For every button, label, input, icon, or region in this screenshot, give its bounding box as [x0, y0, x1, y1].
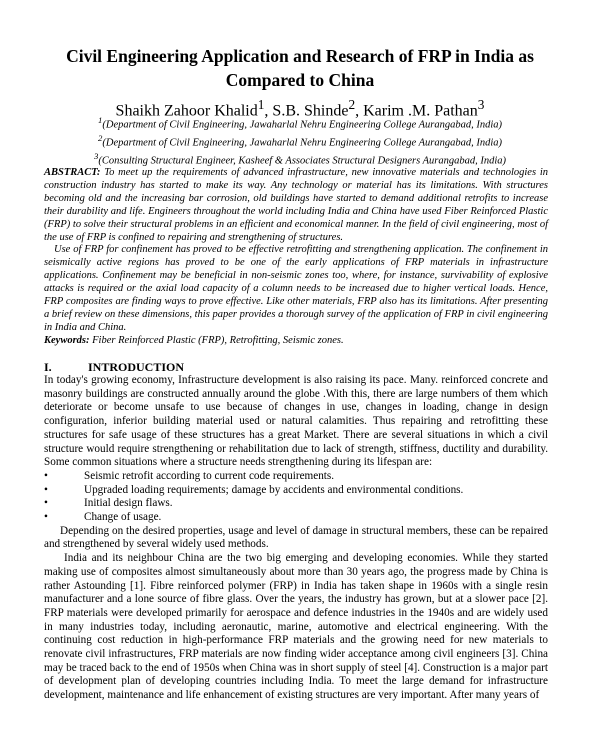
- affiliations: [40, 114, 560, 168]
- body-paragraph: India and its neighbour China are the two big emerging and developing economies. While they started making use of composites almost simultaneously about more than 30 years ago, the progress made by China is rather Astounding [1]. Fibre reinforced polymer (FRP) in India has taken shape in 1960s with a single resin manufacturer and a lone source of fibre glass. Over the years, the industry has grown, but at a slower pace [2]. FRP materials were developed primarily for aerospace and defence industries in the 1940s and are widely used in many industries today, including aeronautic, marine, automotive and electrical engineering. With the continuing cost reduction in high-performance FRP materials and the growing need for new materials to renovate civil infrastructures, FRP materials are now finding wider acceptance among civil engineers [3]. China may be traced back to the end of 1950s when China was in short supply of steel [4]. Construction is a major part of development plan of developing countries including India. To meet the large demand for infrastructure development, maintenance and life enhancement of existing structures are very important. After many years of: [44, 552, 548, 702]
- body-paragraph: In today's growing economy, Infrastructure development is also raising its pace. Many. reinforced concrete and masonry buildings are constructed annually around the globe .With this, there are large numbers of them which deteriorate or become unsafe to use because of changes in use, changes in loading, change in design configuration, inferior building material used or natural calamities. Thus repairing and retrofitting these structures for safe usage of these structures has a great Market. There are several situations in which a civil structure would require strengthening or rehabilitation due to lack of strength, stiffness, ductility and durability. Some common situations where a structure needs strengthening during its lifespan are:: [44, 374, 548, 469]
- section-heading: [44, 360, 184, 374]
- bullet-list: [44, 470, 548, 525]
- keywords-label: Keywords:: [44, 335, 90, 346]
- author-sup: 1: [257, 97, 265, 112]
- bullet-item: [44, 484, 548, 498]
- bullet-icon: •: [44, 497, 48, 510]
- bullet-item: [44, 497, 548, 511]
- affiliation-sup: 3: [93, 151, 99, 161]
- bullet-text: Initial design flaws.: [84, 497, 173, 510]
- introduction-body: [44, 374, 548, 703]
- bullet-icon: •: [44, 511, 48, 524]
- author-separator: ,: [264, 102, 273, 120]
- author-name: S.B. Shinde: [272, 102, 349, 120]
- bullet-item: [44, 511, 548, 525]
- bullet-text: Upgraded loading requirements; damage by accidents and environmental conditions.: [84, 483, 464, 496]
- bullet-icon: •: [44, 483, 48, 496]
- abstract-label: ABSTRACT:: [44, 167, 101, 178]
- abstract-paragraph: Use of FRP for confinement has proved to be effective retrofitting and strengthening application. The confinement in seismically active regions has proved to be one of the early applications of FRP materials in infrastructure applications. Confinement may be beneficial in non-seismic zones too, where, for instance, survivability of explosive attacks is required or the axial load capacity of a column needs to be increased due to higher vertical loads. Hence, FRP composites are finding ways to prove effective. Like other materials, FRP also has its limitations. After presenting a brief review on these dimensions, this paper provides a thorough survey of the application of FRP in civil engineering in India and China.: [44, 244, 548, 333]
- keywords-text: Fiber Reinforced Plastic (FRP), Retrofitting, Seismic zones.: [92, 335, 344, 346]
- keywords: [44, 334, 548, 347]
- affiliation-line: [40, 132, 560, 150]
- bullet-text: Change of usage.: [84, 511, 162, 524]
- affiliation-sup: 2: [97, 133, 103, 143]
- abstract-paragraph: [44, 167, 548, 244]
- author-sup: 3: [477, 97, 485, 112]
- affiliation-text: (Consulting Structural Engineer, Kasheef & Associates Structural Designers Aurangabad, India): [98, 155, 506, 167]
- paper-title: Civil Engineering Application and Research of FRP in India as Compared to China: [66, 46, 534, 90]
- affiliation-line: [40, 114, 560, 132]
- author-sup: 2: [348, 97, 356, 112]
- section-title: INTRODUCTION: [88, 360, 185, 374]
- affiliation-sup: 1: [97, 115, 103, 125]
- author-name: Karim .M. Pathan: [363, 102, 478, 120]
- section-number: I.: [44, 360, 52, 374]
- author-separator: ,: [355, 102, 364, 120]
- abstract: [44, 167, 548, 335]
- affiliation-text: (Department of Civil Engineering, Jawaharlal Nehru Engineering College Aurangabad, India): [102, 137, 502, 149]
- affiliation-text: (Department of Civil Engineering, Jawaharlal Nehru Engineering College Aurangabad, India): [102, 119, 502, 131]
- affiliation-line: [40, 150, 560, 168]
- author-name: Shaikh Zahoor Khalid: [115, 102, 258, 120]
- abstract-text: To meet up the requirements of advanced infrastructure, new innovative materials and technologies in construction industry has started to make its way. Any technology or material has its limitations. With structures becoming old and the increasing bar corrosion, old buildings have started to demand additional retrofits to increase their durability and life. Engineers throughout the world including India and China have used Fiber Reinforced Plastic (FRP) to solve their structural problems in an efficient and economical manner. In the field of civil engineering, most of the use of FRP is confined to repairing and strengthening of structures.: [44, 167, 549, 243]
- bullet-icon: •: [44, 469, 48, 482]
- bullet-item: [44, 470, 548, 484]
- body-paragraph: Depending on the desired properties, usage and level of damage in structural members, these can be repaired and strengthened by several widely used methods.: [44, 524, 548, 551]
- bullet-text: Seismic retrofit according to current code requirements.: [84, 469, 335, 482]
